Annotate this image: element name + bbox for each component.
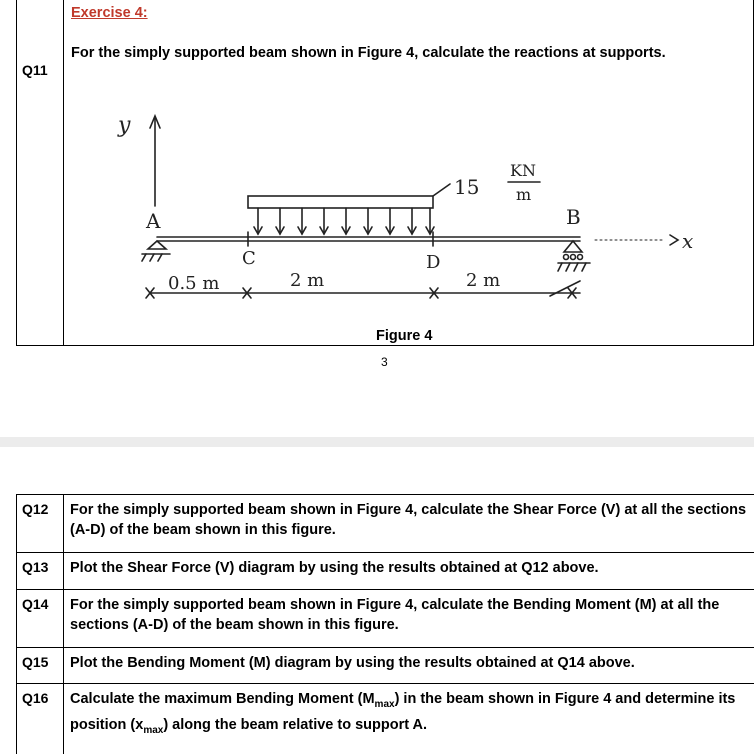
question-row [17,495,754,553]
figure-caption: Figure 4 [376,328,433,344]
question-number: Q12 [17,495,64,552]
dimension-ac-label: 0.5 m [168,273,220,294]
load-unit-bottom-label: m [516,185,532,204]
q11-text: For the simply supported beam shown in Figure 4, calculate the reactions at supports. [71,45,666,61]
question-row-q16 [17,684,754,754]
question-number: Q14 [17,590,64,647]
q16-text-part-2: ) in the beam shown in Figure 4 and determine its position (x [70,691,736,733]
dimension-db-label: 2 m [466,270,501,291]
question-number: Q16 [17,684,64,754]
question-text: For the simply supported beam shown in Figure 4, calculate the Bending Moment (M) at all the sections (A-D) of the beam shown in this figure. [70,597,720,633]
dimension-cd-label: 2 m [290,270,325,291]
x-axis-label: x [682,229,694,253]
question-row [17,590,754,648]
question-row [17,648,754,684]
load-unit-top-label: KN [510,161,536,180]
question-row [17,553,754,590]
question-number: Q15 [17,648,64,683]
page-separator [0,437,754,447]
questions-table [16,494,754,754]
q16-text-part-3: ) along the beam relative to support A. [163,716,428,733]
question-text: For the simply supported beam shown in Figure 4, calculate the Shear Force (V) at all the sections (A-D) of the beam shown in this figure. [70,502,747,538]
q11-number: Q11 [22,62,48,78]
point-d-label: D [426,252,441,273]
exercise-title: Exercise 4: [71,5,148,21]
question-text: Plot the Shear Force (V) diagram by using the results obtained at Q12 above. [70,560,599,576]
point-b-label: B [566,205,581,229]
page-number: 3 [381,355,388,369]
point-a-label: A [146,209,161,233]
point-c-label: C [242,248,256,269]
q16-subscript-1: max [374,698,395,710]
load-value-label: 15 [454,175,480,199]
question-text [64,684,754,754]
beam-figure [110,96,730,311]
q16-text-part-1: Calculate the maximum Bending Moment (M [70,691,375,707]
question-number-column [17,0,64,345]
q16-subscript-2: max [143,724,164,736]
question-text: Plot the Bending Moment (M) diagram by using the results obtained at Q14 above. [70,655,635,671]
y-axis-label: y [118,113,131,138]
question-number: Q13 [17,553,64,589]
